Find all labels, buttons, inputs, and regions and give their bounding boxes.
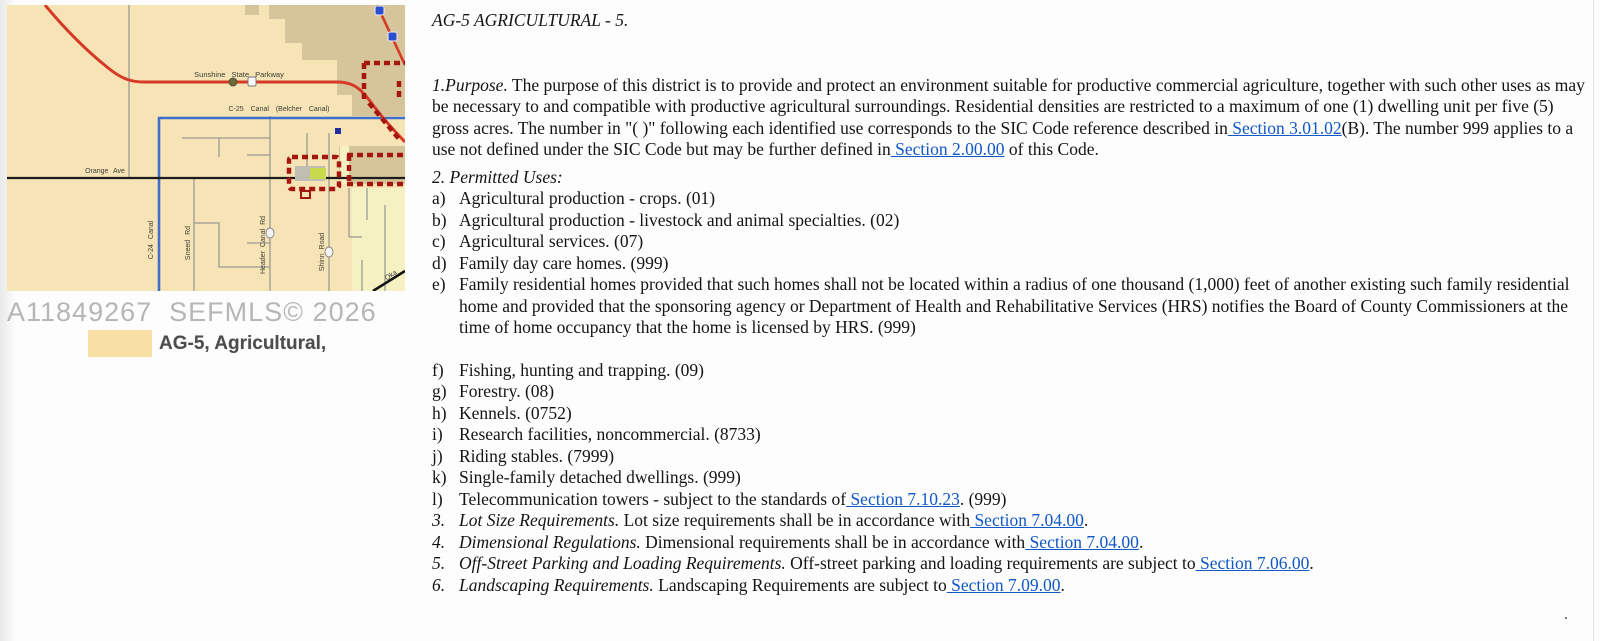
map-legend [88, 330, 326, 357]
section-link[interactable]: Section 7.10.23 [846, 488, 960, 509]
list-item-text [459, 274, 1587, 339]
text-segment: Family day care homes. (999) [459, 252, 669, 273]
text-segment: Dimensional Regulations. [459, 531, 641, 552]
text-segment: Landscaping Requirements are subject to [653, 574, 947, 595]
list-item-marker: 3. [432, 510, 446, 530]
text-segment: Riding stables. (7999) [459, 445, 615, 466]
list-item-marker: 5. [432, 553, 446, 573]
list-item [432, 231, 1587, 253]
list-item-text [459, 575, 1587, 597]
list-item-text [459, 424, 1587, 446]
list-item [432, 210, 1587, 232]
list-item [432, 532, 1587, 554]
list-item-marker: 4. [432, 531, 446, 552]
list-item-marker: e) [432, 274, 446, 294]
list-item-marker: 6. [432, 574, 446, 595]
section-link[interactable]: Section 2.00.00 [890, 139, 1005, 159]
trailing-period: . [1564, 606, 1568, 623]
list-item [432, 575, 1587, 597]
map-label-orange-ave: Orange Ave [85, 168, 125, 175]
list-item-text [459, 231, 1587, 253]
list-item [432, 360, 1587, 382]
list-item [432, 467, 1587, 489]
zoning-map-image [7, 5, 405, 291]
map-label-c24-canal: C-24 Canal [148, 220, 155, 260]
text-segment: . [1309, 553, 1314, 573]
text-segment: Landscaping Requirements. [459, 574, 654, 595]
map-dark-land-notch [245, 5, 259, 15]
text-segment: Family residential homes provided that such homes shall not be located within a radius of one thousand (1,000) feet of another existing such family residential home and provided that the sponsoring agency or Department of Health and Rehabilitative Services (HRS) notifies the Board of County Commissioners at the time of home occupancy that the home is licensed by HRS. (999) [459, 274, 1570, 337]
list-item [432, 510, 1587, 532]
text-segment: (B). The number 999 applies to a use not defined under the SIC Code but may be further defined in [432, 117, 1574, 159]
list-item-text [459, 510, 1587, 532]
list-item-marker: b) [432, 209, 447, 230]
list-item-marker: d) [432, 252, 447, 273]
map-label-header-canal-rd: Header Canal Rd [260, 215, 267, 275]
list-item [432, 489, 1587, 511]
list-item-text [459, 381, 1587, 403]
text-segment: Single-family detached dwellings. (999) [459, 467, 741, 487]
text-segment: of this Code. [1004, 139, 1099, 159]
text-segment: Lot Size Requirements. [459, 510, 620, 530]
list-item-marker: l) [432, 488, 443, 509]
list-item-text [459, 253, 1587, 275]
legend-label: AG-5, Agricultural, [159, 332, 327, 354]
text-segment: . (999) [959, 488, 1007, 509]
mls-watermark: A11849267 SEFMLS© 2026 [7, 297, 377, 327]
section-link[interactable]: Section 7.06.00 [1195, 553, 1310, 573]
list-item [432, 446, 1587, 468]
legend-color-swatch [88, 330, 152, 357]
text-segment: Forestry. (08) [459, 381, 555, 401]
text-segment: Agricultural production - crops. (01) [459, 188, 716, 208]
page-right-border [1593, 0, 1594, 641]
list-item [432, 274, 1587, 339]
zoning-document [432, 10, 1587, 596]
list-item-text [459, 489, 1587, 511]
list-item-text [459, 403, 1587, 425]
text-segment: The purpose of this district is to provide and protect an environment suitable for productive commercial agriculture, together with such other uses as may be necessary to and compatible with productive agricultural surroundings. Residential densities are restricted to a maximum of one (1) dwelling unit per five (5) gross acres. The number in "( )" following each identified use corresponds to the SIC Code reference described in [432, 74, 1585, 138]
permitted-uses-heading: 2. Permitted Uses: [432, 166, 563, 187]
map-parcel-green [310, 168, 326, 179]
list-item-marker: k) [432, 467, 447, 487]
list-item-text [459, 210, 1587, 232]
purpose-paragraph [432, 75, 1587, 161]
map-label-sneed-rd: Sneed Rd [185, 225, 192, 261]
section-link[interactable]: Section 7.04.00 [970, 510, 1084, 530]
text-segment: . [1083, 510, 1089, 530]
text-segment: Off-Street Parking and Loading Requirements. [459, 553, 786, 573]
list-item-marker: h) [432, 402, 447, 423]
list-item [432, 424, 1587, 446]
text-segment: Lot size requirements shall be in accordance with [619, 510, 971, 530]
zoning-map [7, 5, 405, 291]
text-segment: Telecommunication towers - subject to the standards of [459, 488, 847, 509]
text-segment: . [1060, 574, 1065, 595]
list-item-marker: i) [432, 424, 443, 444]
list-item-marker: c) [432, 231, 446, 251]
list-item-text [459, 467, 1587, 489]
map-label-shinn-road: Shinn Road [319, 232, 326, 272]
text-segment: Fishing, hunting and trapping. (09) [459, 359, 704, 380]
list-item [432, 381, 1587, 403]
section-link[interactable]: Section 3.01.02 [1227, 117, 1342, 138]
list-item [432, 403, 1587, 425]
list-item-text [459, 553, 1587, 575]
map-label-okeechobee: Oka [383, 269, 399, 283]
map-label-parkway: Sunshine State Parkway [194, 70, 284, 79]
permitted-uses-list [432, 188, 1587, 596]
list-item-text [459, 446, 1587, 468]
text-segment: Agricultural production - livestock and animal specialties. (02) [459, 209, 900, 230]
text-segment: 1.Purpose. [432, 74, 508, 95]
text-segment: Dimensional requirements shall be in accordance with [640, 531, 1026, 552]
list-item-text [459, 188, 1587, 210]
document-title: AG-5 AGRICULTURAL - 5. [432, 10, 629, 30]
list-item-text [459, 360, 1587, 382]
list-item-text [459, 532, 1587, 554]
text-segment: Kennels. (0752) [459, 402, 572, 423]
list-item-marker: f) [432, 359, 444, 380]
text-segment: Research facilities, noncommercial. (8733) [459, 424, 761, 444]
section-link[interactable]: Section 7.04.00 [1025, 531, 1139, 552]
list-item-marker: j) [432, 445, 443, 466]
section-link[interactable]: Section 7.09.00 [946, 574, 1061, 595]
text-segment: Off-street parking and loading requirements are subject to [785, 553, 1196, 573]
text-segment: . [1138, 531, 1144, 552]
list-item-marker: a) [432, 188, 446, 208]
text-segment: Agricultural services. (07) [459, 231, 644, 251]
list-item [432, 253, 1587, 275]
list-item-marker: g) [432, 381, 447, 401]
list-item [432, 188, 1587, 210]
map-label-c25-canal: C-25 Canal (Belcher Canal) [228, 106, 330, 113]
list-item [432, 553, 1587, 575]
